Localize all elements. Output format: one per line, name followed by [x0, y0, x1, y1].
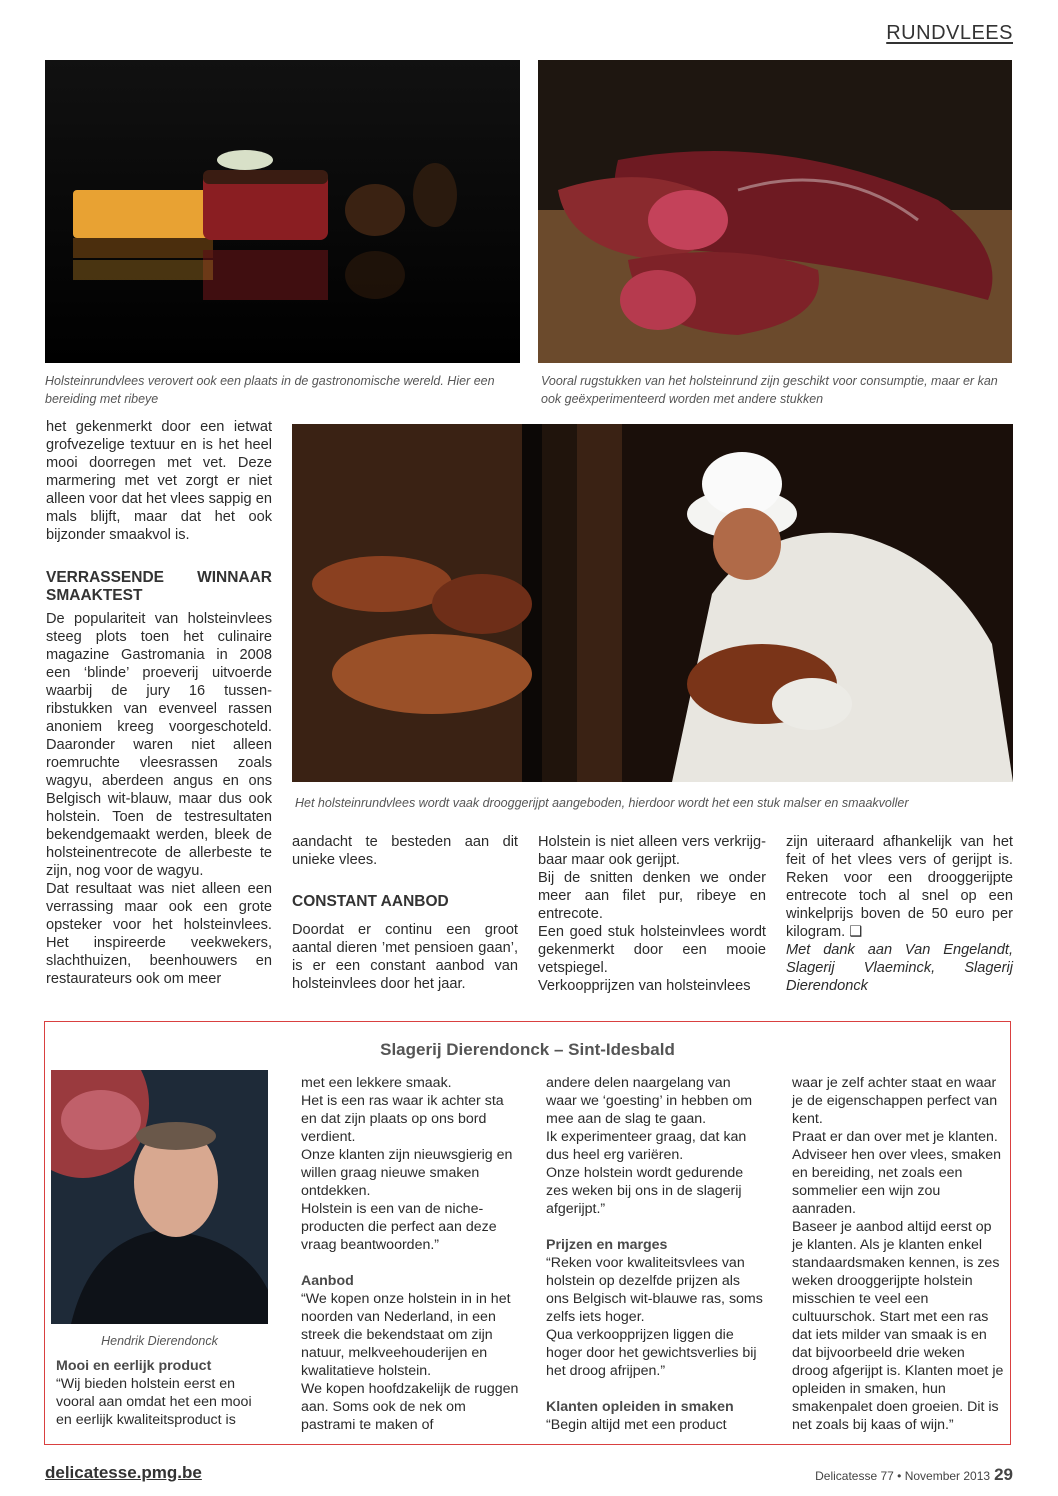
box-c3-p2: Ik experimenteer graag, dat kan dus heel erg variëren. — [546, 1129, 747, 1163]
box-heading-klanten-opleiden: Klanten opleiden in smaken — [546, 1399, 734, 1415]
box-heading-mooi-en-eerlijk: Mooi en eerlijk product — [56, 1358, 212, 1374]
box-c4-p3: Baseer je aanbod altijd eerst op je klanten. Als je klanten enkel standaardsmaken kennen, is zes weken drooggerijpte holstein misschien te veel een cultuurschok. Start met een ras dat iets milder van smaak is en dat bijvoorbeeld drie weken droog afgerijpt is. Klanten moet je opleiden in smaken, hun smakenpalet doen groeien. Dit is net zoals bij kaas of wijn.” — [792, 1219, 1004, 1433]
photo-butcher-dry-aging — [292, 424, 1013, 782]
box-c3-p6: “Begin altijd met een product — [546, 1417, 727, 1433]
box-c2-p3: Onze klanten zijn nieuwsgierig en willen graag nieuwe smaken ontdekken. — [301, 1147, 513, 1199]
photo-ribeye-dish — [45, 60, 520, 363]
box-c4-p2: Praat er dan over met je klanten. Adviseer hen over vlees, smaken en bereiding, net zoals een sommelier een wijn zou aanraden. — [792, 1129, 1001, 1217]
box-c3-p3: Onze holstein wordt gedurende zes weken bij ons in de slagerij afgerijpt.” — [546, 1165, 744, 1217]
col2-paragraph-1: aandacht te besteden aan dit unieke vlees. — [292, 834, 518, 868]
article-column-1 — [46, 418, 272, 988]
article-column-3 — [538, 833, 766, 995]
footer-website-link[interactable]: delicatesse.pmg.be — [45, 1463, 202, 1482]
box-column-2 — [301, 1074, 519, 1434]
sidebar-box-title: Slagerij Dierendonck – Sint-Idesbald — [380, 1040, 675, 1059]
box-column-1 — [56, 1357, 268, 1429]
caption-photo-raw-cuts: Vooral rugstukken van het holsteinrund zijn geschikt voor consumptie, maar er kan ook geëxperimenteerd worden met andere stukken — [541, 374, 998, 406]
article-column-4 — [786, 833, 1013, 995]
caption-portrait: Hendrik Dierendonck — [101, 1334, 218, 1348]
col3-paragraph-4: Verkoopprijzen van holsteinvlees — [538, 978, 751, 994]
col1-paragraph-2: De populariteit van holsteinvlees steeg plots toen het culinaire magazine Gastromania in 2008 een ‘blinde’ proeverij uitvoerde waarbij de jury 16 tussen-ribstukken van evenveel rassen anoniem kreeg voorgeschoteld. Daaronder waren niet alleen roemruchte vleesrassen zoals wagyu, aberdeen angus en ons Belgisch wit-blauw, maar dus ook holstein. Toen de testresultaten bekendgemaakt werden, bleek de holsteinentrecote de allerbeste te zijn, nog voor de wagyu. — [46, 611, 272, 879]
col4-paragraph-1: zijn uiteraard afhankelijk van het feit of het vlees vers of gerijpt is. Reken voor een drooggerijpte entrecote toch al snel op een winkelprijs boven de 50 euro per kilogram. ❑ — [786, 834, 1013, 940]
box-c2-p6: We kopen hoofdzakelijk de ruggen aan. Soms ook de nek om pastrami te maken of — [301, 1381, 519, 1433]
box-c2-p5: “We kopen onze holstein in in het noorden van Nederland, in een streek die bekendstaat om zijn natuur, melkveehouderijen en kwalitatieve holstein. — [301, 1291, 511, 1379]
caption-photo-butcher: Het holsteinrundvlees wordt vaak drooggerijpt aangeboden, hierdoor wordt het een stuk malser en smaakvoller — [295, 796, 909, 810]
box-c2-p1: met een lekkere smaak. — [301, 1075, 452, 1091]
box-heading-prijzen-en-marges: Prijzen en marges — [546, 1237, 668, 1253]
section-tag: RUNDVLEES — [886, 22, 1013, 44]
heading-constant-aanbod: CONSTANT AANBOD — [292, 893, 449, 910]
box-c2-p2: Het is een ras waar ik achter sta en dat zijn plaats op ons bord verdient. — [301, 1093, 504, 1145]
col1-paragraph-1: het gekenmerkt door een ietwat grofvezelige textuur en is het heel mooi doorregen met vet. Deze marmering met vet zorgt er niet alleen voor dat het vlees sappig en mals blijft, maar dat het ook bijzonder smaakvol is. — [46, 419, 272, 543]
box-c3-p5: Qua verkoopprijzen liggen die hoger door het gewichtsverlies bij het droog afrijpen.” — [546, 1327, 757, 1379]
page-number: 29 — [994, 1465, 1013, 1484]
box-c3-p4: “Reken voor kwaliteitsvlees van holstein op dezelfde prijzen als ons Belgisch wit-blauwe ras, soms zelfs iets hoger. — [546, 1255, 763, 1325]
col4-thanks: Met dank aan Van Engelandt, Slagerij Vlaeminck, Slagerij Dierendonck — [786, 942, 1013, 994]
col1-paragraph-3: Dat resultaat was niet alleen een verrassing maar ook een grote opsteker voor het holsteinvlees. Het inspireerde veekwekers, slachthuizen, beenhouwers en restaurateurs ook om meer — [46, 881, 272, 987]
box-column-4 — [792, 1074, 1004, 1434]
article-column-2 — [292, 833, 518, 993]
col3-paragraph-2: Bij de snitten denken we onder meer aan filet pur, ribeye en entrecote. — [538, 870, 766, 922]
caption-photo-ribeye: Holsteinrundvlees verovert ook een plaats in de gastronomische wereld. Hier een bereiding met ribeye — [45, 374, 495, 406]
footer-issue-info — [815, 1465, 1013, 1485]
heading-verrassende-winnaar: VERRASSENDE WINNAAR SMAAKTEST — [46, 569, 272, 604]
box-column-3 — [546, 1074, 764, 1434]
box-c4-p1: waar je zelf achter staat en waar je de eigenschappen perfect van kent. — [792, 1075, 998, 1127]
col2-paragraph-2: Doordat er continu een groot aantal dieren ’met pensioen gaan’, is er een constant aanbod van holsteinvlees door het jaar. — [292, 922, 518, 992]
box-c3-p1: andere delen naargelang van waar we ‘goesting’ in hebben om mee aan de slag te gaan. — [546, 1075, 753, 1127]
box-c1-text: “Wij bieden holstein eerst en vooral aan omdat het een mooi en eerlijk kwaliteitsproduct is — [56, 1376, 252, 1428]
footer-issue: Delicatesse 77 • November 2013 — [815, 1469, 991, 1483]
col3-paragraph-1: Holstein is niet alleen vers verkrijg-baar maar ook gerijpt. — [538, 834, 766, 868]
photo-portrait — [51, 1070, 268, 1324]
photo-raw-cuts — [538, 60, 1012, 363]
box-c2-p4: Holstein is een van de niche-producten die perfect aan deze vraag beantwoorden.” — [301, 1201, 497, 1253]
col3-paragraph-3: Een goed stuk holsteinvlees wordt gekenmerkt door een mooie vetspiegel. — [538, 924, 766, 976]
box-heading-aanbod: Aanbod — [301, 1273, 354, 1289]
